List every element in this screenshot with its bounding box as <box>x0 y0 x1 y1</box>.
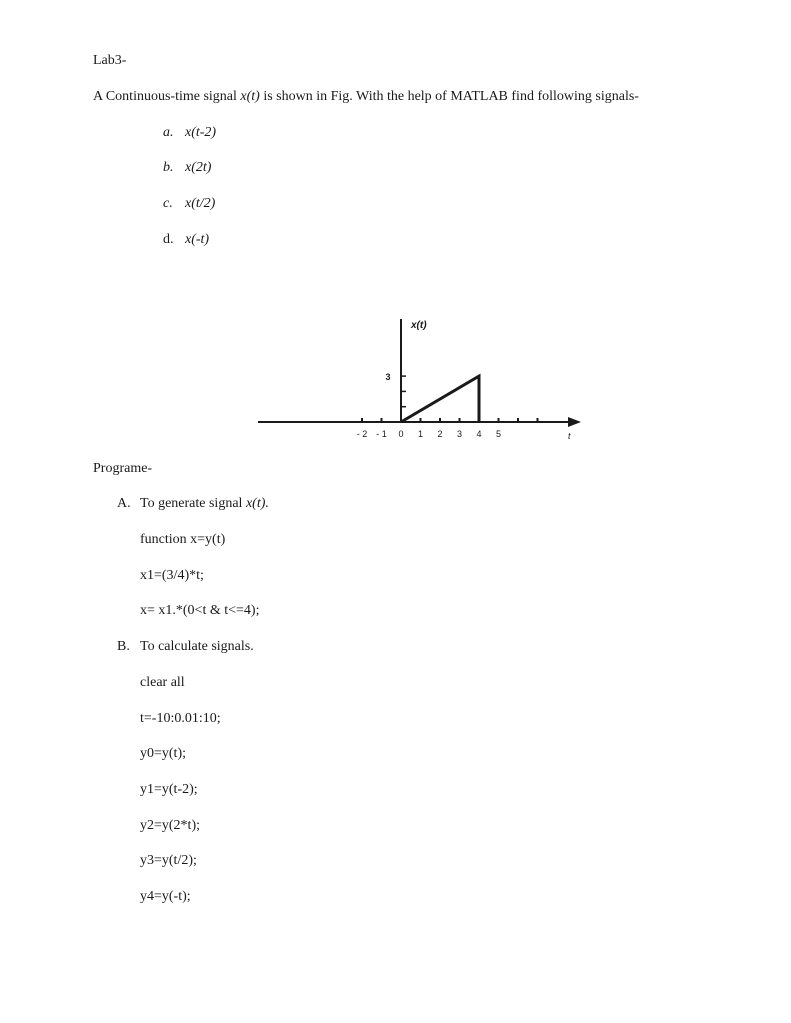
section-heading-text: To calculate signals. <box>140 639 254 654</box>
y-tick-labels <box>385 372 390 382</box>
section-heading-b <box>117 638 254 656</box>
task-item <box>163 231 209 249</box>
task-item <box>163 195 215 213</box>
x-tick-label: 3 <box>456 429 463 439</box>
code-line: y0=y(t); <box>140 746 186 761</box>
task-item <box>163 124 216 142</box>
x-tick-label: 4 <box>476 429 482 439</box>
y-axis-title: x(t) <box>411 320 427 331</box>
task-expression: x(-t) <box>185 232 210 247</box>
code-line: x1=(3/4)*t; <box>140 568 204 583</box>
code-line: t=-10:0.01:10; <box>140 711 221 726</box>
code-line: clear all <box>140 675 185 690</box>
signal-series <box>401 376 479 422</box>
x-tick-label: - 1 <box>376 429 387 439</box>
task-marker: d. <box>163 232 174 247</box>
x-tick-label: 0 <box>398 429 404 439</box>
code-line: function x=y(t) <box>140 532 226 547</box>
y-tick-label: 3 <box>385 372 391 383</box>
task-marker: b. <box>163 160 174 175</box>
intro-before: A Continuous-time signal <box>93 89 241 104</box>
code-line: x= x1.*(0<t & t<=4); <box>140 603 260 618</box>
intro-after: is shown in Fig. With the help of MATLAB find following signals- <box>259 89 639 104</box>
section-heading-text: To generate signal <box>140 496 246 511</box>
section-heading-a <box>117 495 269 513</box>
x-tick-label: 1 <box>417 429 424 439</box>
code-line: y4=y(-t); <box>140 889 191 904</box>
signal-figure <box>250 305 590 455</box>
x-tick-labels <box>357 429 501 439</box>
section-marker: A. <box>117 496 131 511</box>
intro-signal: x(t) <box>240 89 260 104</box>
task-expression: x(t/2) <box>185 196 216 211</box>
signal-line <box>401 376 479 422</box>
x-axis-arrowhead <box>568 417 581 427</box>
x-axis-title: t <box>568 431 571 441</box>
intro-paragraph <box>93 88 639 106</box>
task-marker: a. <box>163 125 174 140</box>
section-heading-signal: x(t). <box>245 496 269 511</box>
x-tick-label: 2 <box>437 429 443 439</box>
x-tick-label: 5 <box>495 429 502 439</box>
task-item <box>163 159 211 177</box>
program-heading: Programe- <box>93 461 153 476</box>
code-line: y3=y(t/2); <box>140 853 197 868</box>
section-marker: B. <box>117 639 130 654</box>
lab-title: Lab3- <box>93 53 127 68</box>
task-marker: c. <box>163 196 173 211</box>
code-line: y2=y(2*t); <box>140 818 200 833</box>
task-expression: x(2t) <box>185 160 212 175</box>
x-tick-label: - 2 <box>356 429 368 439</box>
task-expression: x(t-2) <box>185 125 217 140</box>
code-line: y1=y(t-2); <box>140 782 198 797</box>
